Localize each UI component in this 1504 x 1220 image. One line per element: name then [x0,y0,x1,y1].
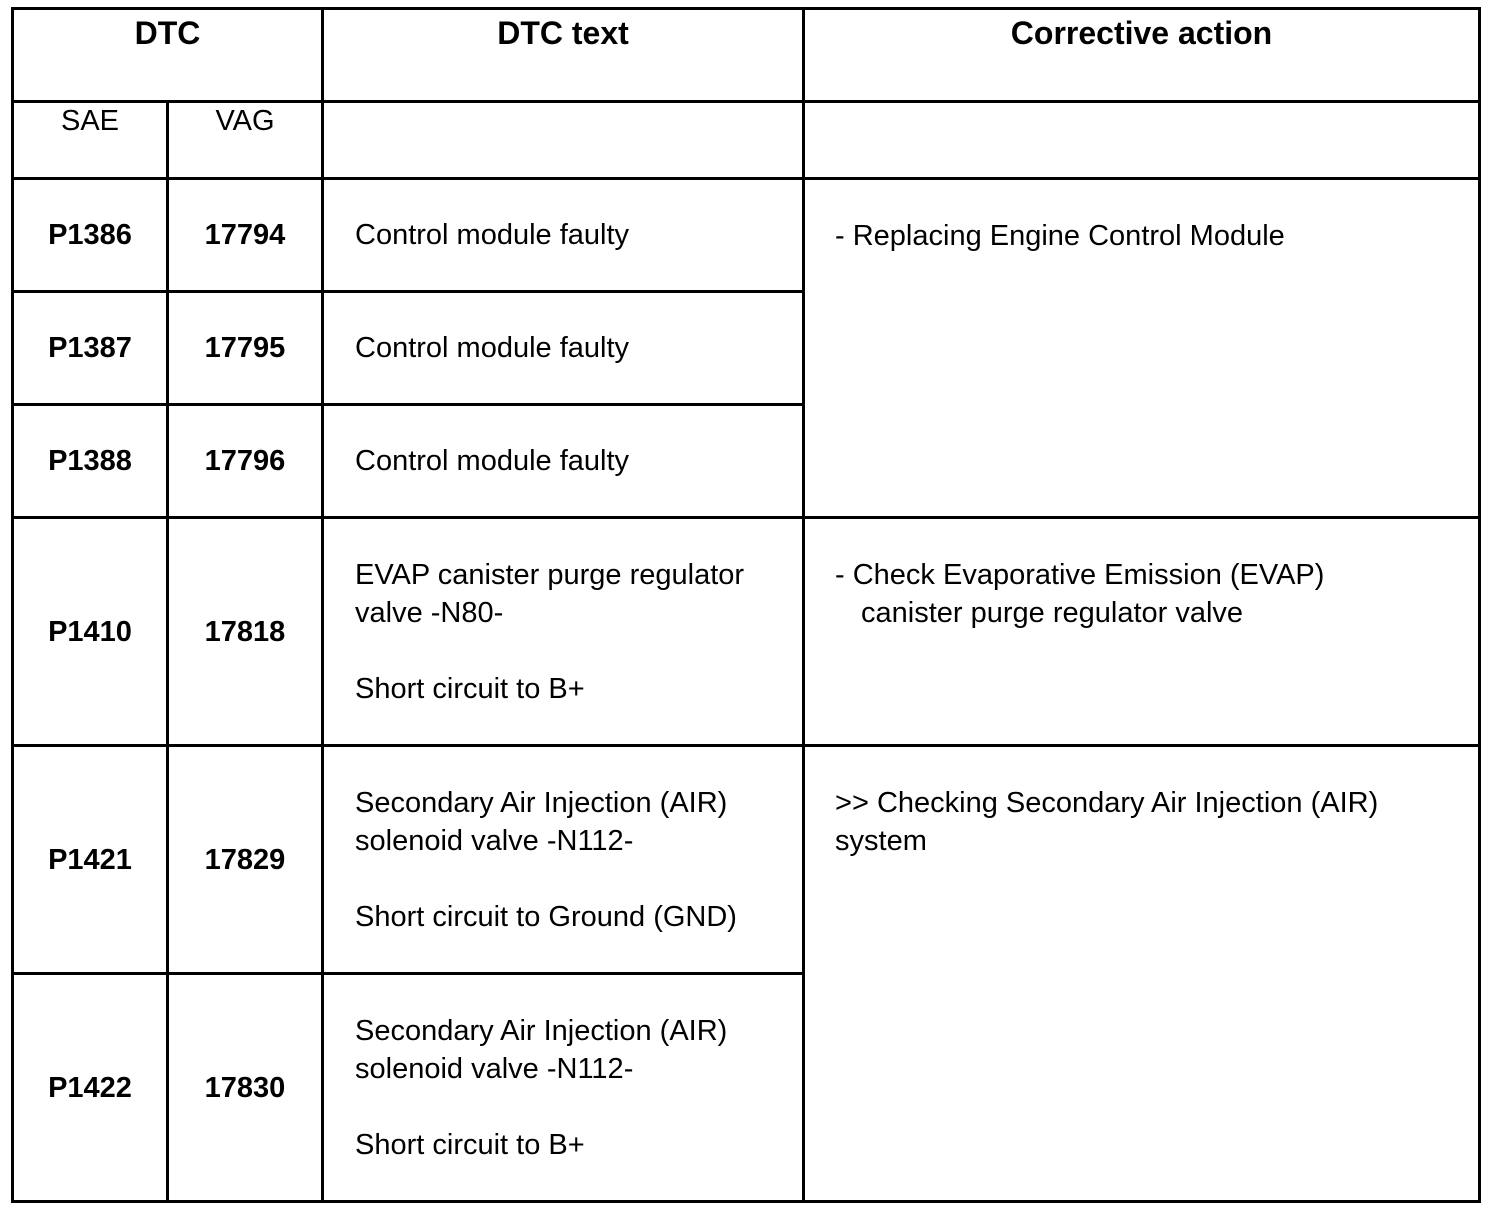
header-dtc-text: DTC text [323,9,804,102]
subheader-empty-action [804,102,1480,179]
action-line: - Check Evaporative Emission (EVAP) [835,559,1325,591]
dtc-text-line: Control module faulty [355,445,630,477]
dtc-text-line: valve -N80- [355,597,504,629]
action-line: >> Checking Secondary Air Injection (AIR) [835,787,1379,819]
dtc-text-line: EVAP canister purge regulator [355,559,745,591]
vag-code: 17795 [168,292,323,405]
corrective-action [804,518,1480,746]
sae-code: P1387 [13,292,168,405]
vag-code: 17829 [168,746,323,974]
dtc-text-line: Short circuit to B+ [355,673,585,705]
dtc-text [323,292,804,405]
header-vag: VAG [168,102,323,179]
action-line: canister purge regulator valve [861,597,1244,629]
vag-code: 17818 [168,518,323,746]
header-row [13,9,1480,102]
dtc-text-line: solenoid valve -N112- [355,825,634,857]
dtc-text-line: Short circuit to Ground (GND) [355,901,737,933]
dtc-text [323,746,804,974]
header-corrective-action: Corrective action [804,9,1480,102]
subheader-empty-text [323,102,804,179]
action-line: - Replacing Engine Control Module [835,220,1285,252]
dtc-text [323,974,804,1202]
corrective-action [804,179,1480,518]
table-row [13,518,1480,746]
dtc-text-line: Control module faulty [355,332,630,364]
sae-code: P1410 [13,518,168,746]
dtc-text-line: Short circuit to B+ [355,1129,585,1161]
dtc-text [323,405,804,518]
header-sae: SAE [13,102,168,179]
dtc-text-line: Control module faulty [355,219,630,251]
sae-code: P1421 [13,746,168,974]
sae-code: P1386 [13,179,168,292]
dtc-table [11,7,1481,1203]
sae-code: P1422 [13,974,168,1202]
subheader-row [13,102,1480,179]
dtc-text-line: Secondary Air Injection (AIR) [355,1015,728,1047]
sae-code: P1388 [13,405,168,518]
corrective-action [804,746,1480,1202]
table-row [13,746,1480,974]
dtc-text [323,518,804,746]
dtc-text-line: solenoid valve -N112- [355,1053,634,1085]
vag-code: 17796 [168,405,323,518]
header-dtc: DTC [13,9,323,102]
dtc-text [323,179,804,292]
dtc-text-line: Secondary Air Injection (AIR) [355,787,728,819]
vag-code: 17794 [168,179,323,292]
action-line: system [835,825,927,857]
vag-code: 17830 [168,974,323,1202]
table-row [13,179,1480,292]
